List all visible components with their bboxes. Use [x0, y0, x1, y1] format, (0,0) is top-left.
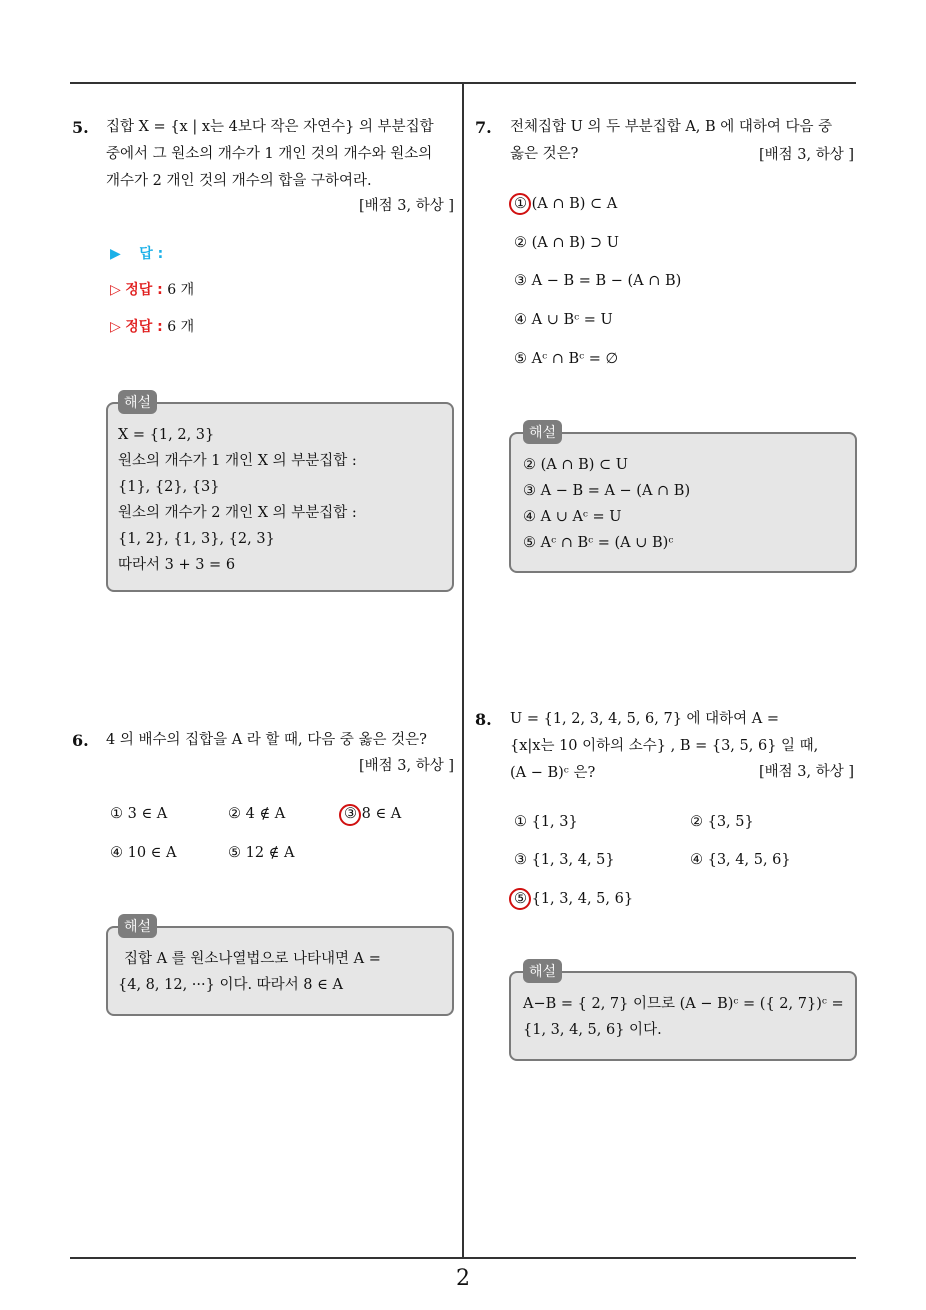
q6-number: 6.: [72, 731, 89, 750]
q8-option-4[interactable]: ④ {3, 4, 5, 6}: [690, 852, 791, 868]
q7-line: 전체집합 U 의 두 부분집합 A, B 에 대하여 다음 중: [510, 119, 833, 135]
q5-line: 중에서 그 원소의 개수가 1 개인 것의 개수와 원소의: [106, 146, 433, 162]
explain-line: 집합 A 를 원소나열법으로 나타내면 A =: [124, 951, 381, 967]
triangle-icon: ▷: [110, 282, 121, 298]
explain-line: ④ A ∪ Aᶜ = U: [523, 509, 622, 525]
q8-line: (A − B)ᶜ 은?: [510, 765, 596, 781]
q8-option-1[interactable]: ① {1, 3}: [514, 814, 578, 830]
q5-correct-row-2: [110, 316, 194, 336]
q5-correct-row-1: [110, 279, 194, 299]
q5-correct-label: 정답 :: [125, 319, 163, 335]
q6-explain-tag: 해설: [118, 914, 157, 938]
q5-correct-label: 정답 :: [125, 282, 163, 298]
q6-option-5[interactable]: ⑤ 12 ∉ A: [228, 845, 295, 861]
correct-circle-mark: [339, 804, 361, 826]
q7-explain-tag: 해설: [523, 420, 562, 444]
q6-explanation-box: [106, 926, 454, 1016]
q5-question: [106, 114, 456, 195]
q5-line: 집합 X = {x | x는 4보다 작은 자연수} 의 부분집합: [106, 119, 434, 135]
q8-score: [배점 3, 하상 ]: [758, 764, 854, 780]
q7-option-5[interactable]: ⑤ Aᶜ ∩ Bᶜ = ∅: [514, 351, 619, 367]
explain-line: ② (A ∩ B) ⊂ U: [523, 457, 629, 473]
q8-explanation: [523, 991, 844, 1043]
explain-line: 원소의 개수가 1 개인 X 의 부분집합 :: [118, 453, 357, 469]
q7-option-1[interactable]: ① (A ∩ B) ⊂ A: [514, 196, 618, 212]
q5-explanation-box: [106, 402, 454, 592]
explain-line: X = {1, 2, 3}: [118, 427, 215, 443]
explain-line: {1, 2}, {1, 3}, {2, 3}: [118, 531, 275, 547]
q6-option-3[interactable]: ③ 8 ∈ A: [344, 806, 402, 822]
explain-line: A−B = { 2, 7} 이므로 (A − B)ᶜ = ({ 2, 7})ᶜ =: [523, 996, 844, 1012]
q5-explain-tag: 해설: [118, 390, 157, 414]
q8-number: 8.: [475, 710, 492, 729]
play-icon: ▶: [110, 246, 121, 262]
q7-option-4[interactable]: ④ A ∪ Bᶜ = U: [514, 312, 613, 328]
q8-line: {x|x는 10 이하의 소수} , B = {3, 5, 6} 일 때,: [510, 738, 819, 754]
explain-line: ③ A − B = A − (A ∩ B): [523, 483, 691, 499]
q6-option-4[interactable]: ④ 10 ∈ A: [110, 845, 177, 861]
correct-circle-mark: [509, 888, 531, 910]
correct-circle-mark: [509, 193, 531, 215]
q7-explanation: [523, 452, 690, 556]
bottom-rule: [70, 1257, 856, 1259]
q7-option-2[interactable]: ② (A ∩ B) ⊃ U: [514, 235, 620, 251]
explain-line: ⑤ Aᶜ ∩ Bᶜ = (A ∪ B)ᶜ: [523, 535, 674, 551]
q8-option-5[interactable]: ⑤ {1, 3, 4, 5, 6}: [514, 891, 634, 907]
q7-option-3[interactable]: ③ A − B = B − (A ∩ B): [514, 273, 682, 289]
q8-option-2[interactable]: ② {3, 5}: [690, 814, 754, 830]
explain-line: 따라서 3 + 3 = 6: [118, 557, 236, 573]
q8-line: U = {1, 2, 3, 4, 5, 6, 7} 에 대하여 A =: [510, 711, 780, 727]
q6-explanation: [118, 946, 442, 998]
q6-option-2[interactable]: ② 4 ∉ A: [228, 806, 286, 822]
q5-explanation: [118, 422, 357, 578]
explain-line: 원소의 개수가 2 개인 X 의 부분집합 :: [118, 505, 357, 521]
q8-explanation-box: [509, 971, 857, 1061]
q8-option-3[interactable]: ③ {1, 3, 4, 5}: [514, 852, 615, 868]
q8-explain-tag: 해설: [523, 959, 562, 983]
q5-score: [배점 3, 하상 ]: [358, 198, 454, 214]
q6-question: 4 의 배수의 집합을 A 라 할 때, 다음 중 옳은 것은?: [106, 732, 427, 748]
explain-line: {1}, {2}, {3}: [118, 479, 220, 495]
q5-correct-value: 6 개: [167, 319, 195, 335]
q5-line: 개수가 2 개인 것의 개수의 합을 구하여라.: [106, 173, 372, 189]
q5-correct-value: 6 개: [167, 282, 195, 298]
q7-explanation-box: [509, 432, 857, 573]
explain-line: {1, 3, 4, 5, 6} 이다.: [523, 1022, 662, 1038]
page-number: 2: [456, 1266, 470, 1291]
q5-number: 5.: [72, 118, 89, 137]
triangle-icon: ▷: [110, 319, 121, 335]
q5-answer-label: 답 :: [139, 246, 164, 262]
q5-answer-row: [110, 243, 163, 263]
q7-line: 옳은 것은?: [510, 146, 579, 162]
column-divider: [462, 84, 464, 1257]
q7-score: [배점 3, 하상 ]: [758, 147, 854, 163]
q6-option-1[interactable]: ① 3 ∈ A: [110, 806, 168, 822]
explain-line: {4, 8, 12, ···} 이다. 따라서 8 ∈ A: [118, 977, 343, 993]
q7-number: 7.: [475, 118, 492, 137]
q6-score: [배점 3, 하상 ]: [358, 758, 454, 774]
